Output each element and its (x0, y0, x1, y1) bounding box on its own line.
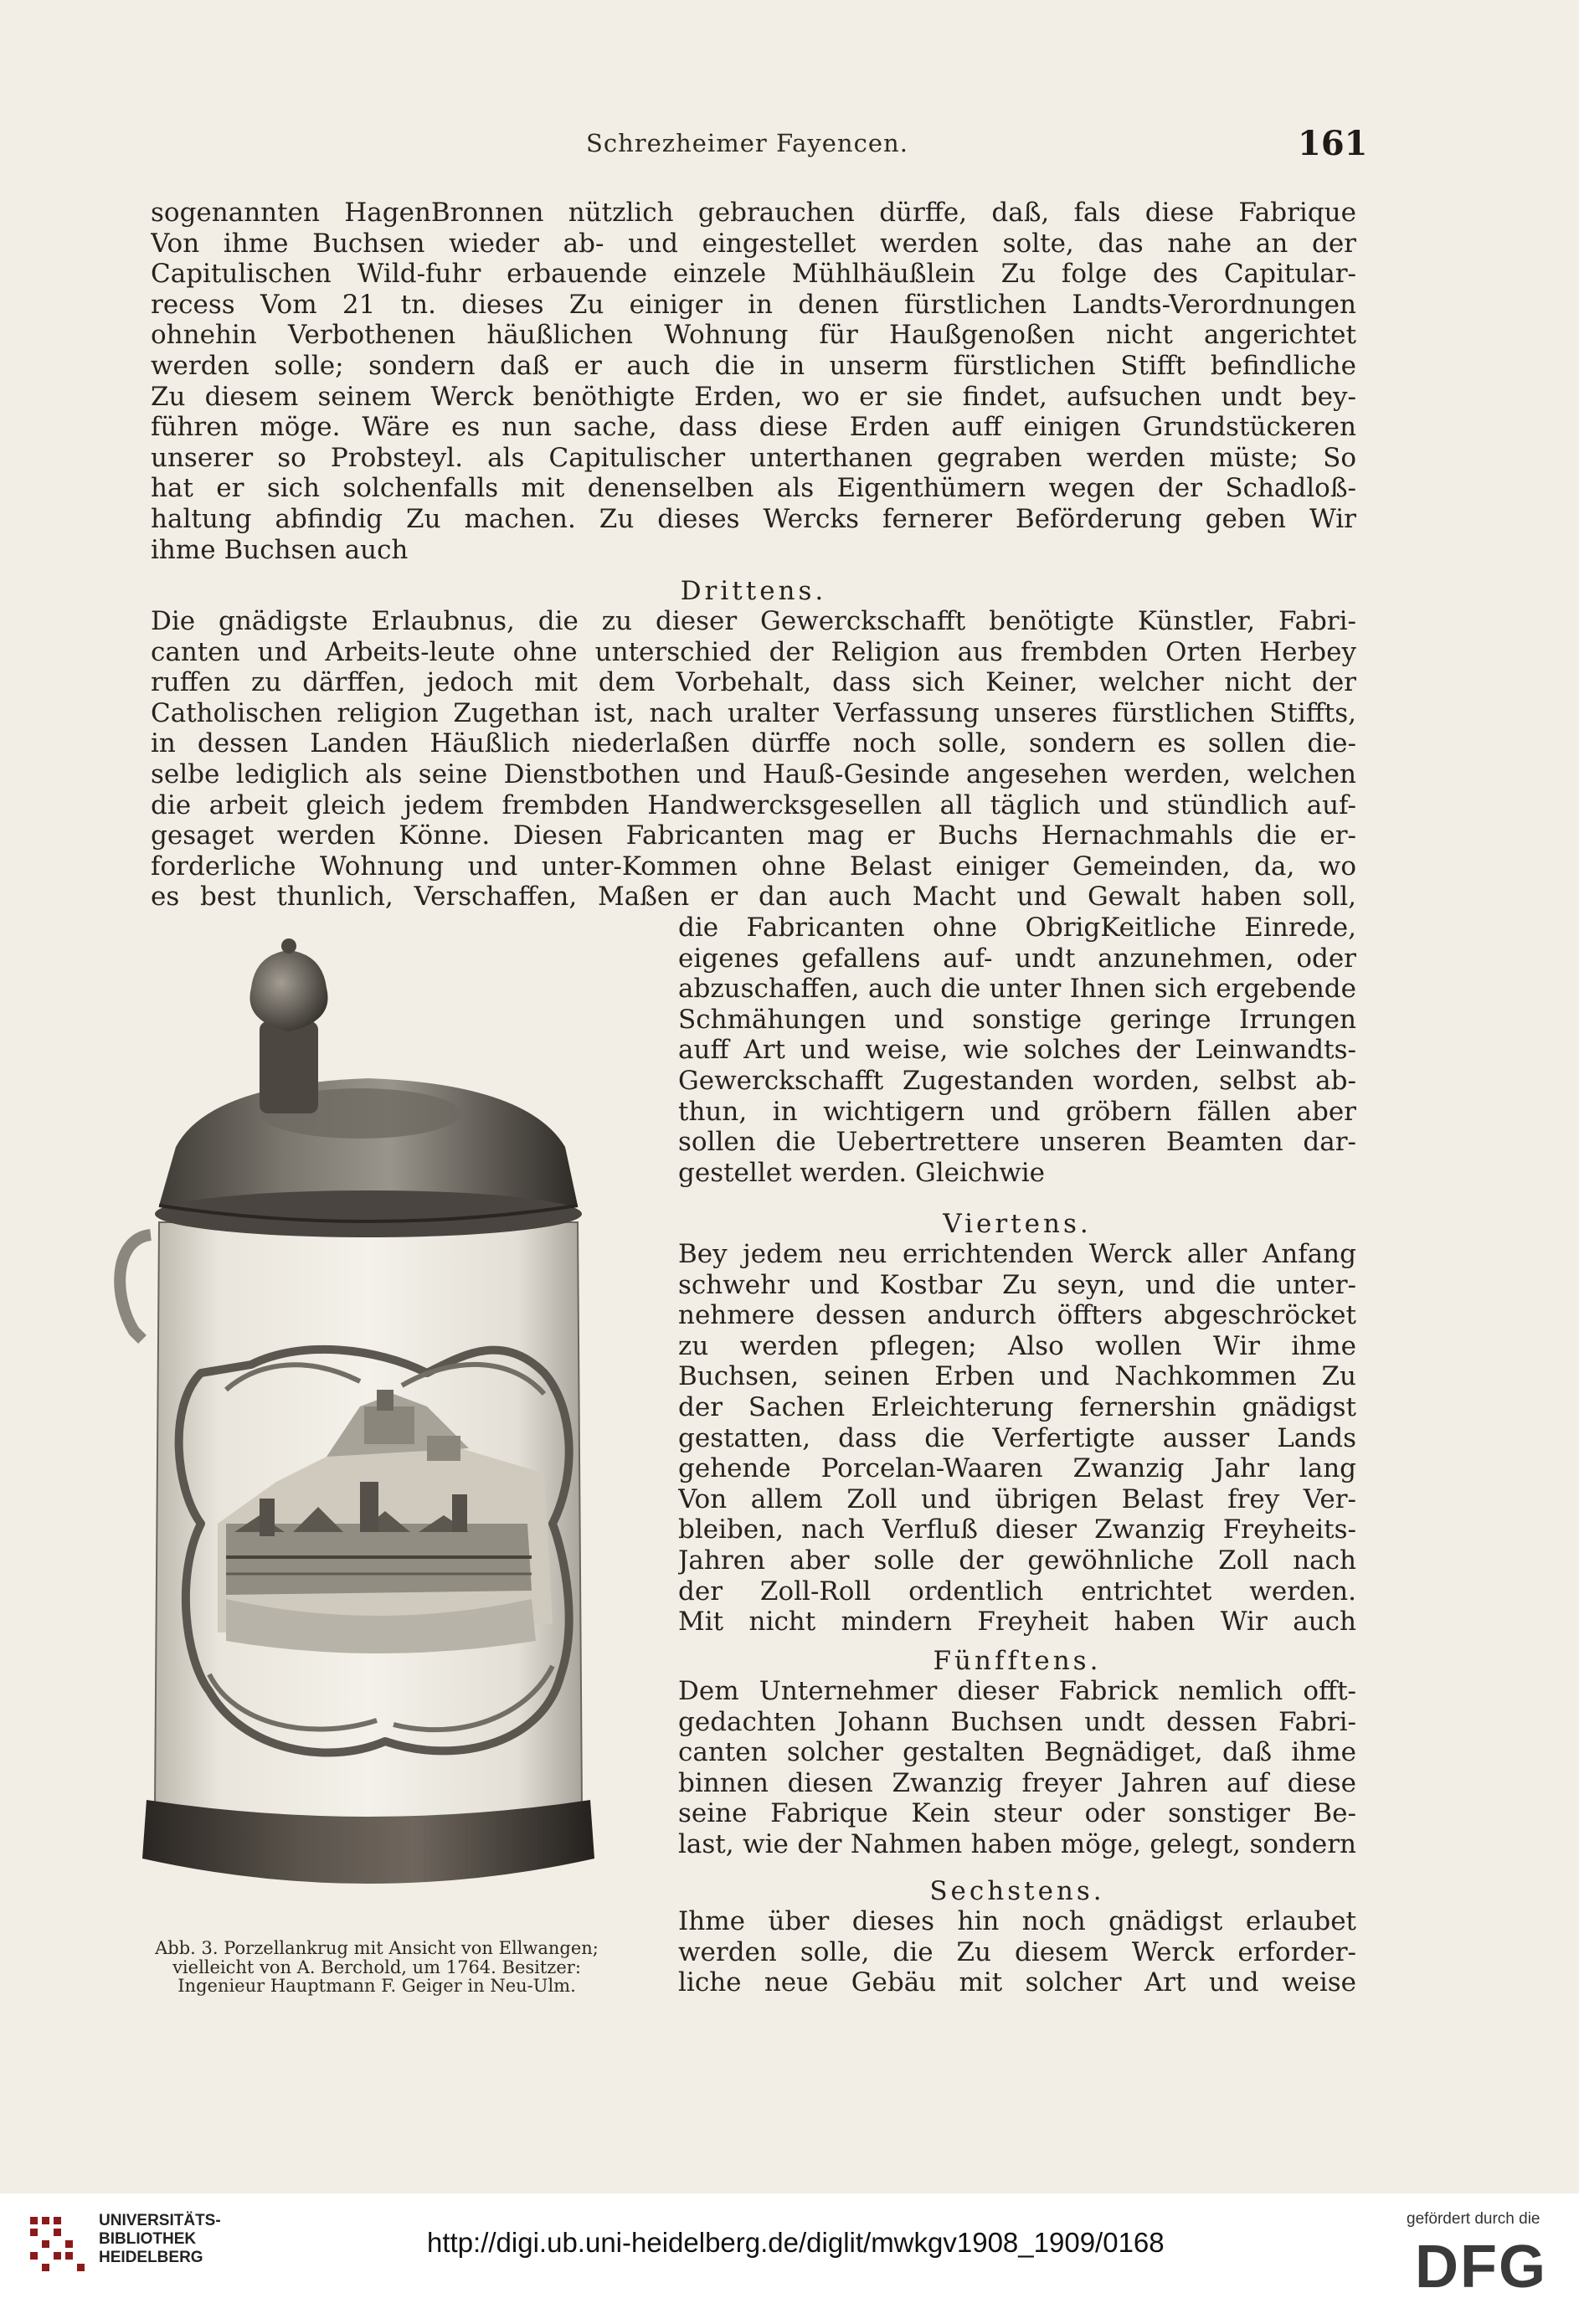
text-line: zu werden pflegen; Also wollen Wir ihme (678, 1330, 1356, 1361)
text-line: ruffen zu därffen, jedoch mit dem Vorbehalt, dass sich Keiner, welcher nicht der (151, 667, 1356, 698)
text-line: Gewerckschafft Zugestanden worden, selbst ab- (678, 1065, 1356, 1096)
text-line: hat er sich solchenfalls mit denenselben als Eigenthümern wegen der Schadloß- (151, 473, 1356, 504)
text-line: forderliche Wohnung und unter-Kommen ohne Belast einiger Gemeinden, da, wo (151, 851, 1356, 882)
text-line: werden solle; sondern daß er auch die in unserm fürstlichen Stifft befindliche (151, 350, 1356, 381)
intro-paragraph (151, 198, 1356, 565)
text-line: selbe lediglich als seine Dienstbothen und Hauß-Gesinde angesehen werden, welchen (151, 758, 1356, 789)
caption-line: vielleicht von A. Berchold, um 1764. Besitzer: (172, 1956, 581, 1977)
text-line: Buchsen, seinen Erben und Nachkommen Zu (678, 1361, 1356, 1392)
text-line: canten und Arbeits-leute ohne unterschied der Religion aus frembden Orten Herbey (151, 636, 1356, 667)
text-line: Mit nicht mindern Freyheit haben Wir auch (678, 1607, 1356, 1638)
text-line: abzuschaffen, auch die unter Ihnen sich ergebende (678, 974, 1356, 1005)
digitization-footer (0, 2210, 1579, 2324)
funding-label: gefördert durch die (1407, 2210, 1540, 2228)
drittens-paragraph (151, 606, 1356, 913)
text-line: in dessen Landen Häußlich niederlaßen dürffe noch solle, sondern es sollen die- (151, 728, 1356, 759)
text-line: seine Fabrique Kein steur oder sonstiger Be- (678, 1798, 1356, 1829)
text-line: canten solcher gestalten Begnädiget, daß ihme (678, 1737, 1356, 1768)
text-line: es best thunlich, Verschaffen, Maßen er dan auch Macht und Gewalt haben soll, (151, 882, 1356, 913)
viertens-paragraph (678, 1239, 1356, 1638)
dfg-logo-text: DFG (1415, 2235, 1547, 2294)
text-line: liche neue Gebäu mit solcher Art und weise (678, 1967, 1356, 1998)
text-line: Von ihme Buchsen wieder ab- und eingestellet werden solte, das nahe an der (151, 228, 1356, 259)
text-line: die Fabricanten ohne ObrigKeitliche Einrede, (678, 913, 1356, 943)
caption-line: Ingenieur Hauptmann F. Geiger in Neu-Ulm. (177, 1976, 576, 1996)
text-line: Capitulischen Wild-fuhr erbauende einzele Mühlhäußlein Zu folge des Capitular- (151, 259, 1356, 290)
text-line: der Sachen Erleichterung fernershin gnädigst (678, 1391, 1356, 1422)
source-url-link[interactable]: http://digi.ub.uni-heidelberg.de/diglit/mwkgv1908_1909/0168 (427, 2227, 1165, 2258)
text-line: Bey jedem neu errichtenden Werck aller Anfang (678, 1239, 1356, 1269)
page-header (0, 126, 1579, 167)
running-title: Schrezheimer Fayencen. (586, 129, 908, 157)
text-line: ohnehin Verbothenen häußlichen Wohnung für Haußgenoßen nicht angerichtet (151, 320, 1356, 351)
text-line: Dem Unternehmer dieser Fabrick nemlich offt- (678, 1676, 1356, 1706)
text-line: unserer so Probsteyl. als Capitulischer unterthanen gegraben werden müste; So (151, 442, 1356, 473)
text-line: Ihme über dieses hin noch gnädigst erlaubet (678, 1906, 1356, 1936)
section-heading-viertens: Viertens. (943, 1209, 1092, 1239)
text-line: sogenannten HagenBronnen nützlich gebrauchen dürffe, daß, fals diese Fabrique (151, 198, 1356, 228)
library-name-line: HEIDELBERG (99, 2249, 203, 2266)
text-line: werden solle, die Zu diesem Werck erforder- (678, 1936, 1356, 1967)
text-line: sollen die Uebertrettere unseren Beamten dar- (678, 1127, 1356, 1158)
text-line: Zu diesem seinem Werck benöthigte Erden, wo er sie findet, aufsuchen undt bey- (151, 381, 1356, 412)
sechstens-paragraph (678, 1906, 1356, 1998)
text-line: gestatten, dass die Verfertigte ausser Lands (678, 1422, 1356, 1453)
text-line: die arbeit gleich jedem frembden Handwercksgesellen all täglich und stündlich auf- (151, 789, 1356, 820)
section-heading-fuenfftens: Fünfftens. (933, 1646, 1102, 1676)
text-line: last, wie der Nahmen haben möge, gelegt, sondern (678, 1828, 1356, 1859)
library-name-line: UNIVERSITÄTS- (99, 2212, 221, 2229)
caption-line: Abb. 3. Porzellankrug mit Ansicht von Ellwangen; (155, 1938, 599, 1958)
section-heading-drittens: Drittens. (680, 576, 827, 606)
text-line: gehende Porcelan-Waaren Zwanzig Jahr lang (678, 1453, 1356, 1484)
text-line: nehmere dessen andurch öffters abgeschröcket (678, 1300, 1356, 1331)
library-name (99, 2212, 221, 2267)
text-line: führen möge. Wäre es nun sache, dass diese Erden auff einigen Grundstückeren (151, 412, 1356, 443)
text-line: der Zoll-Roll ordentlich entrichtet werden. (678, 1576, 1356, 1607)
figure-caption (92, 1939, 661, 1996)
dfg-logo-icon (1415, 2235, 1562, 2294)
text-line: recess Vom 21 tn. dieses Zu einiger in denen fürstlichen Landts-Verordnungen (151, 289, 1356, 320)
text-line: bleiben, nach Verfluß dieser Zwanzig Freyheits- (678, 1514, 1356, 1545)
text-line: gestellet werden. Gleichwie (678, 1157, 1046, 1188)
text-line: ihme Buchsen auch (151, 534, 409, 565)
text-line: thun, in wichtigern und gröbern fällen aber (678, 1096, 1356, 1127)
library-name-line: BIBLIOTHEK (99, 2230, 197, 2248)
fuenfftens-paragraph (678, 1676, 1356, 1860)
text-line: eigenes gefallens auf- undt anzunehmen, oder (678, 943, 1356, 974)
text-line: auff Art und weise, wie solches der Leinwandts- (678, 1035, 1356, 1066)
drittens-narrow-paragraph (678, 913, 1356, 1188)
stein-illustration (109, 938, 653, 1959)
text-line: Schmähungen und sonstige geringe Irrungen (678, 1004, 1356, 1035)
section-heading-sechstens: Sechstens. (929, 1876, 1105, 1906)
text-line: binnen diesen Zwanzig freyer Jahren auf diese (678, 1767, 1356, 1798)
text-line: Von allem Zoll und übrigen Belast frey Ver- (678, 1483, 1356, 1514)
text-line: Die gnädigste Erlaubnus, die zu dieser Gewerckschafft benötigte Künstler, Fabri- (151, 606, 1356, 636)
university-library-logo-icon (25, 2210, 92, 2277)
page-number: 161 (1298, 124, 1368, 163)
text-line: Jahren aber solle der gewöhnliche Zoll nach (678, 1545, 1356, 1576)
text-line: gedachten Johann Buchsen undt dessen Fabri- (678, 1706, 1356, 1737)
text-line: Catholischen religion Zugethan ist, nach uralter Verfassung unseres fürstlichen Stiffts, (151, 697, 1356, 728)
text-line: schwehr und Kostbar Zu seyn, und die unter- (678, 1269, 1356, 1300)
text-line: gesaget werden Könne. Diesen Fabricanten mag er Buchs Hernachmahls die er- (151, 820, 1356, 851)
text-line: haltung abfindig Zu machen. Zu dieses Wercks fernerer Beförderung geben Wir (151, 503, 1356, 534)
porcelain-stein-image (109, 938, 653, 1959)
